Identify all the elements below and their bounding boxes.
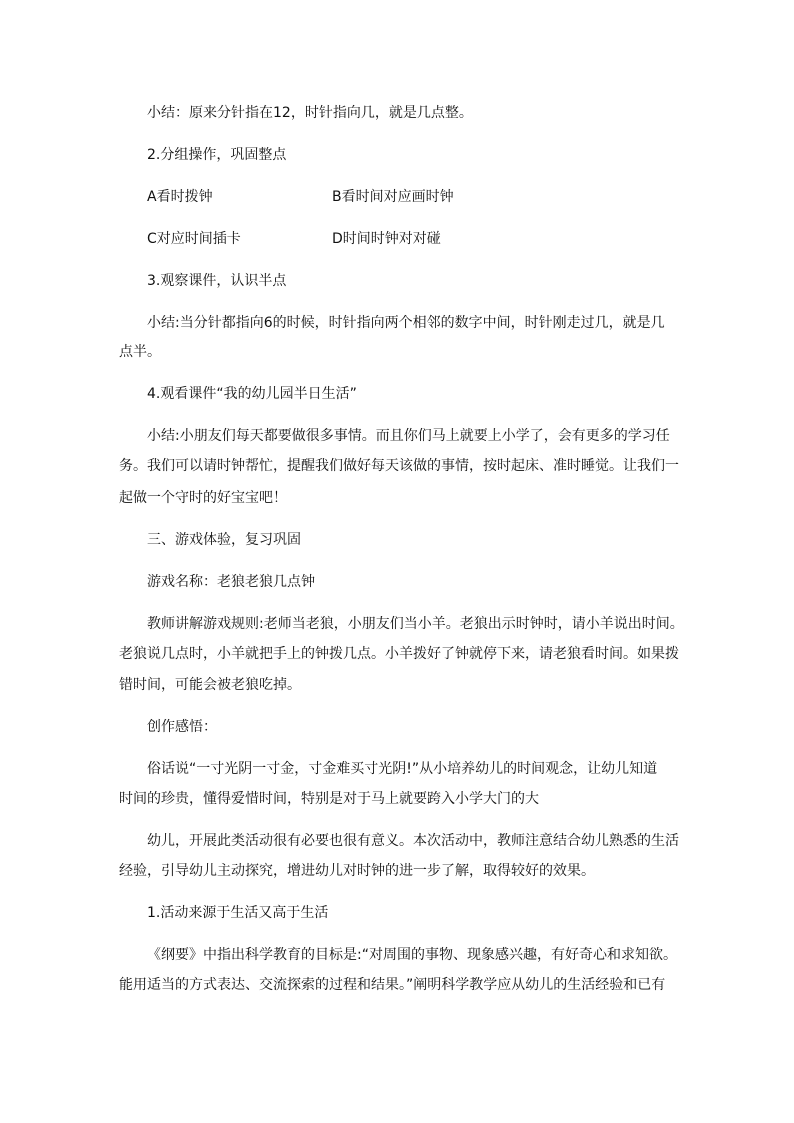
game-rules-line-1: 教师讲解游戏规则:老师当老狼，小朋友们当小羊。老狼出示时钟时，请小羊说出时间。 <box>147 616 684 632</box>
proverb-line-2: 时间的珍贵，懂得爱惜时间，特别是对于马上就要跨入小学大门的大 <box>119 791 539 807</box>
game-rules-line-2: 老狼说几点时，小羊就把手上的钟拨几点。小羊拨好了钟就停下来，请老狼看时间。如果拨 <box>119 646 679 662</box>
summary-hour-text: 小结：原来分针指在12，时针指向几，就是几点整。 <box>147 105 473 121</box>
summary-routine-line-2: 务。我们可以请时钟帮忙，提醒我们做好每天该做的事情，按时起床、准时睡觉。让我们一 <box>119 458 679 474</box>
section-2-heading: 2.分组操作，巩固整点 <box>147 147 287 163</box>
activity-value-line-1: 幼儿，开展此类活动很有必要也很有意义。本次活动中，教师注意结合幼儿熟悉的生活 <box>147 833 679 849</box>
part-3-heading: 三、游戏体验，复习巩固 <box>147 532 301 548</box>
guideline-line-2: 能用适当的方式表达、交流探索的过程和结果。”阐明科学教学应从幼儿的生活经验和已有 <box>119 977 666 993</box>
section-4-heading: 4.观看课件“我的幼儿园半日生活” <box>147 386 357 402</box>
section-3-heading: 3.观察课件，认识半点 <box>147 273 287 289</box>
summary-routine-line-1: 小结:小朋友们每天都要做很多事情。而且你们马上就要上小学了，会有更多的学习任 <box>147 428 670 444</box>
summary-half-hour-line-1: 小结:当分针都指向6的时候，时针指向两个相邻的数字中间，时针刚走过几，就是几 <box>147 315 665 331</box>
game-rules-line-3: 错时间，可能会被老狼吃掉。 <box>119 677 301 693</box>
option-a-text: A看时拨钟 <box>147 189 213 205</box>
reflection-heading: 创作感悟： <box>147 719 217 735</box>
proverb-line-1: 俗话说“一寸光阴一寸金，寸金难买寸光阴!”从小培养幼儿的时间观念，让幼儿知道 <box>147 761 658 777</box>
option-c-text: C对应时间插卡 <box>147 231 241 247</box>
guideline-line-1: 《纲要》中指出科学教育的目标是:“对周围的事物、现象感兴趣，有好奇心和求知欲。 <box>147 947 677 963</box>
subsection-1-heading: 1.活动来源于生活又高于生活 <box>147 905 329 921</box>
option-d-text: D时间时钟对对碰 <box>332 231 441 247</box>
summary-half-hour-line-2: 点半。 <box>119 344 161 360</box>
game-name-text: 游戏名称：老狼老狼几点钟 <box>147 574 315 590</box>
summary-routine-line-3: 起做一个守时的好宝宝吧！ <box>119 490 287 506</box>
activity-value-line-2: 经验，引导幼儿主动探究，增进幼儿对时钟的进一步了解，取得较好的效果。 <box>119 863 595 879</box>
option-b-text: B看时间对应画时钟 <box>332 189 454 205</box>
